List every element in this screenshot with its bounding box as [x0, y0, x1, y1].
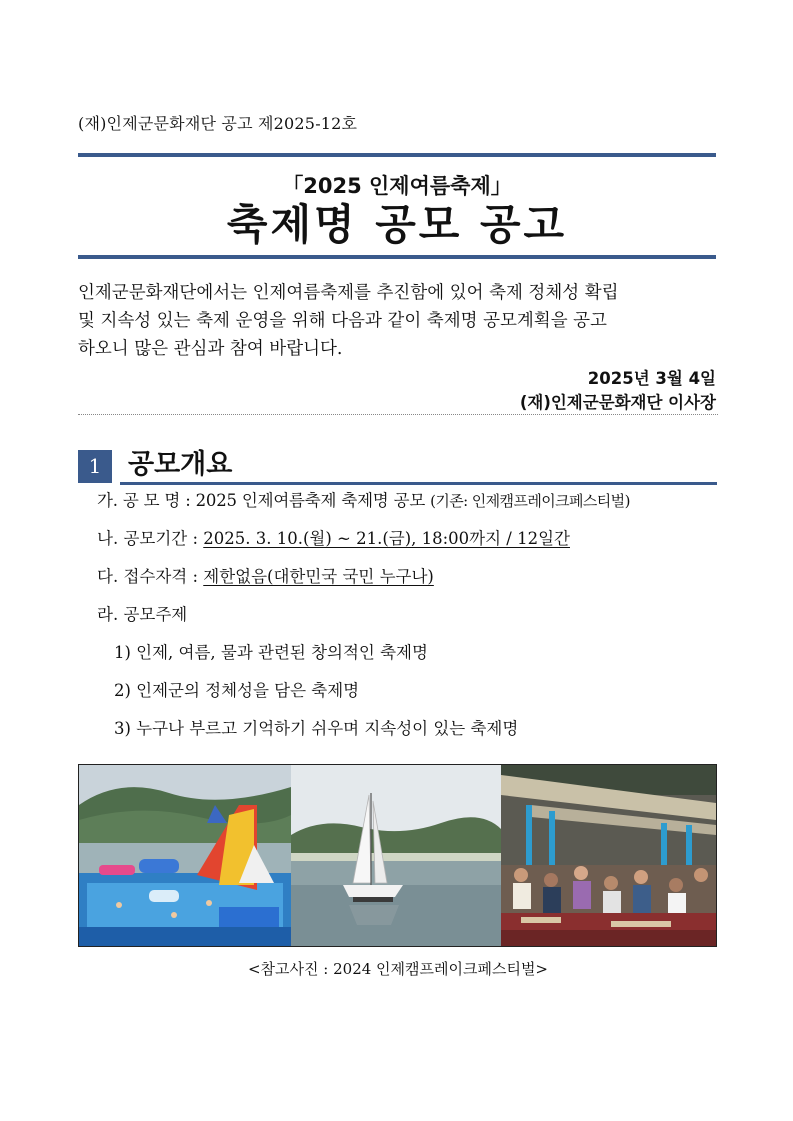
item-note: (기존: 인제캠프레이크페스티벌) — [430, 492, 630, 510]
topic-item: 3) 누구나 부르고 기억하기 쉬우며 지속성이 있는 축제명 — [114, 719, 519, 738]
notice-date: 2025년 3월 4일 — [587, 369, 716, 388]
item-value: 2025. 3. 10.(월) ~ 21.(금), 18:00까지 / 12일간 — [203, 529, 570, 548]
festival-subtitle: 「2025 인제여름축제」 — [282, 174, 512, 198]
page-title: 축제명 공모 공고 — [226, 200, 568, 249]
issuer-name: (재)인제군문화재단 이사장 — [519, 393, 716, 412]
item-label: 공모기간 : — [123, 529, 198, 548]
list-item-eligibility — [97, 566, 434, 588]
intro-line: 하오니 많은 관심과 참여 바랍니다. — [78, 339, 343, 359]
reference-photos — [78, 764, 717, 947]
dotted-divider — [78, 414, 718, 415]
notice-number: (재)인제군문화재단 공고 제2025-12호 — [78, 114, 358, 133]
list-item-topic — [97, 604, 187, 626]
intro-paragraph — [78, 279, 718, 363]
header-bottom-rule — [78, 255, 716, 259]
topic-item: 2) 인제군의 정체성을 담은 축제명 — [114, 681, 360, 700]
topic-item: 1) 인제, 여름, 물과 관련된 창의적인 축제명 — [114, 643, 428, 662]
item-label: 공 모 명 : — [122, 491, 191, 510]
list-item-name — [97, 490, 630, 512]
photo-caption: <참고사진 : 2024 인제캠프레이크페스티벌> — [247, 960, 549, 978]
intro-line: 및 지속성 있는 축제 운영을 위해 다음과 같이 축제명 공모계획을 공고 — [78, 311, 607, 331]
list-marker: 가. — [97, 491, 118, 510]
list-marker: 라. — [97, 605, 119, 624]
sailboat-lake-photo — [291, 765, 501, 946]
item-value: 2025 인제여름축제 축제명 공모 — [195, 491, 426, 510]
section-title: 공모개요 — [128, 449, 233, 480]
intro-line: 인제군문화재단에서는 인제여름축제를 추진함에 있어 축제 정체성 확립 — [78, 283, 619, 303]
item-label: 접수자격 : — [123, 567, 198, 586]
water-park-photo — [79, 765, 291, 946]
list-item-period — [97, 528, 570, 550]
section-rule — [120, 482, 717, 485]
list-marker: 다. — [97, 567, 119, 586]
outdoor-crowd-photo — [501, 765, 716, 946]
item-label: 공모주제 — [123, 605, 188, 624]
header-top-rule — [78, 153, 716, 157]
section-number-badge: 1 — [78, 450, 112, 483]
item-value: 제한없음(대한민국 국민 누구나) — [203, 567, 434, 586]
list-marker: 나. — [97, 529, 119, 548]
